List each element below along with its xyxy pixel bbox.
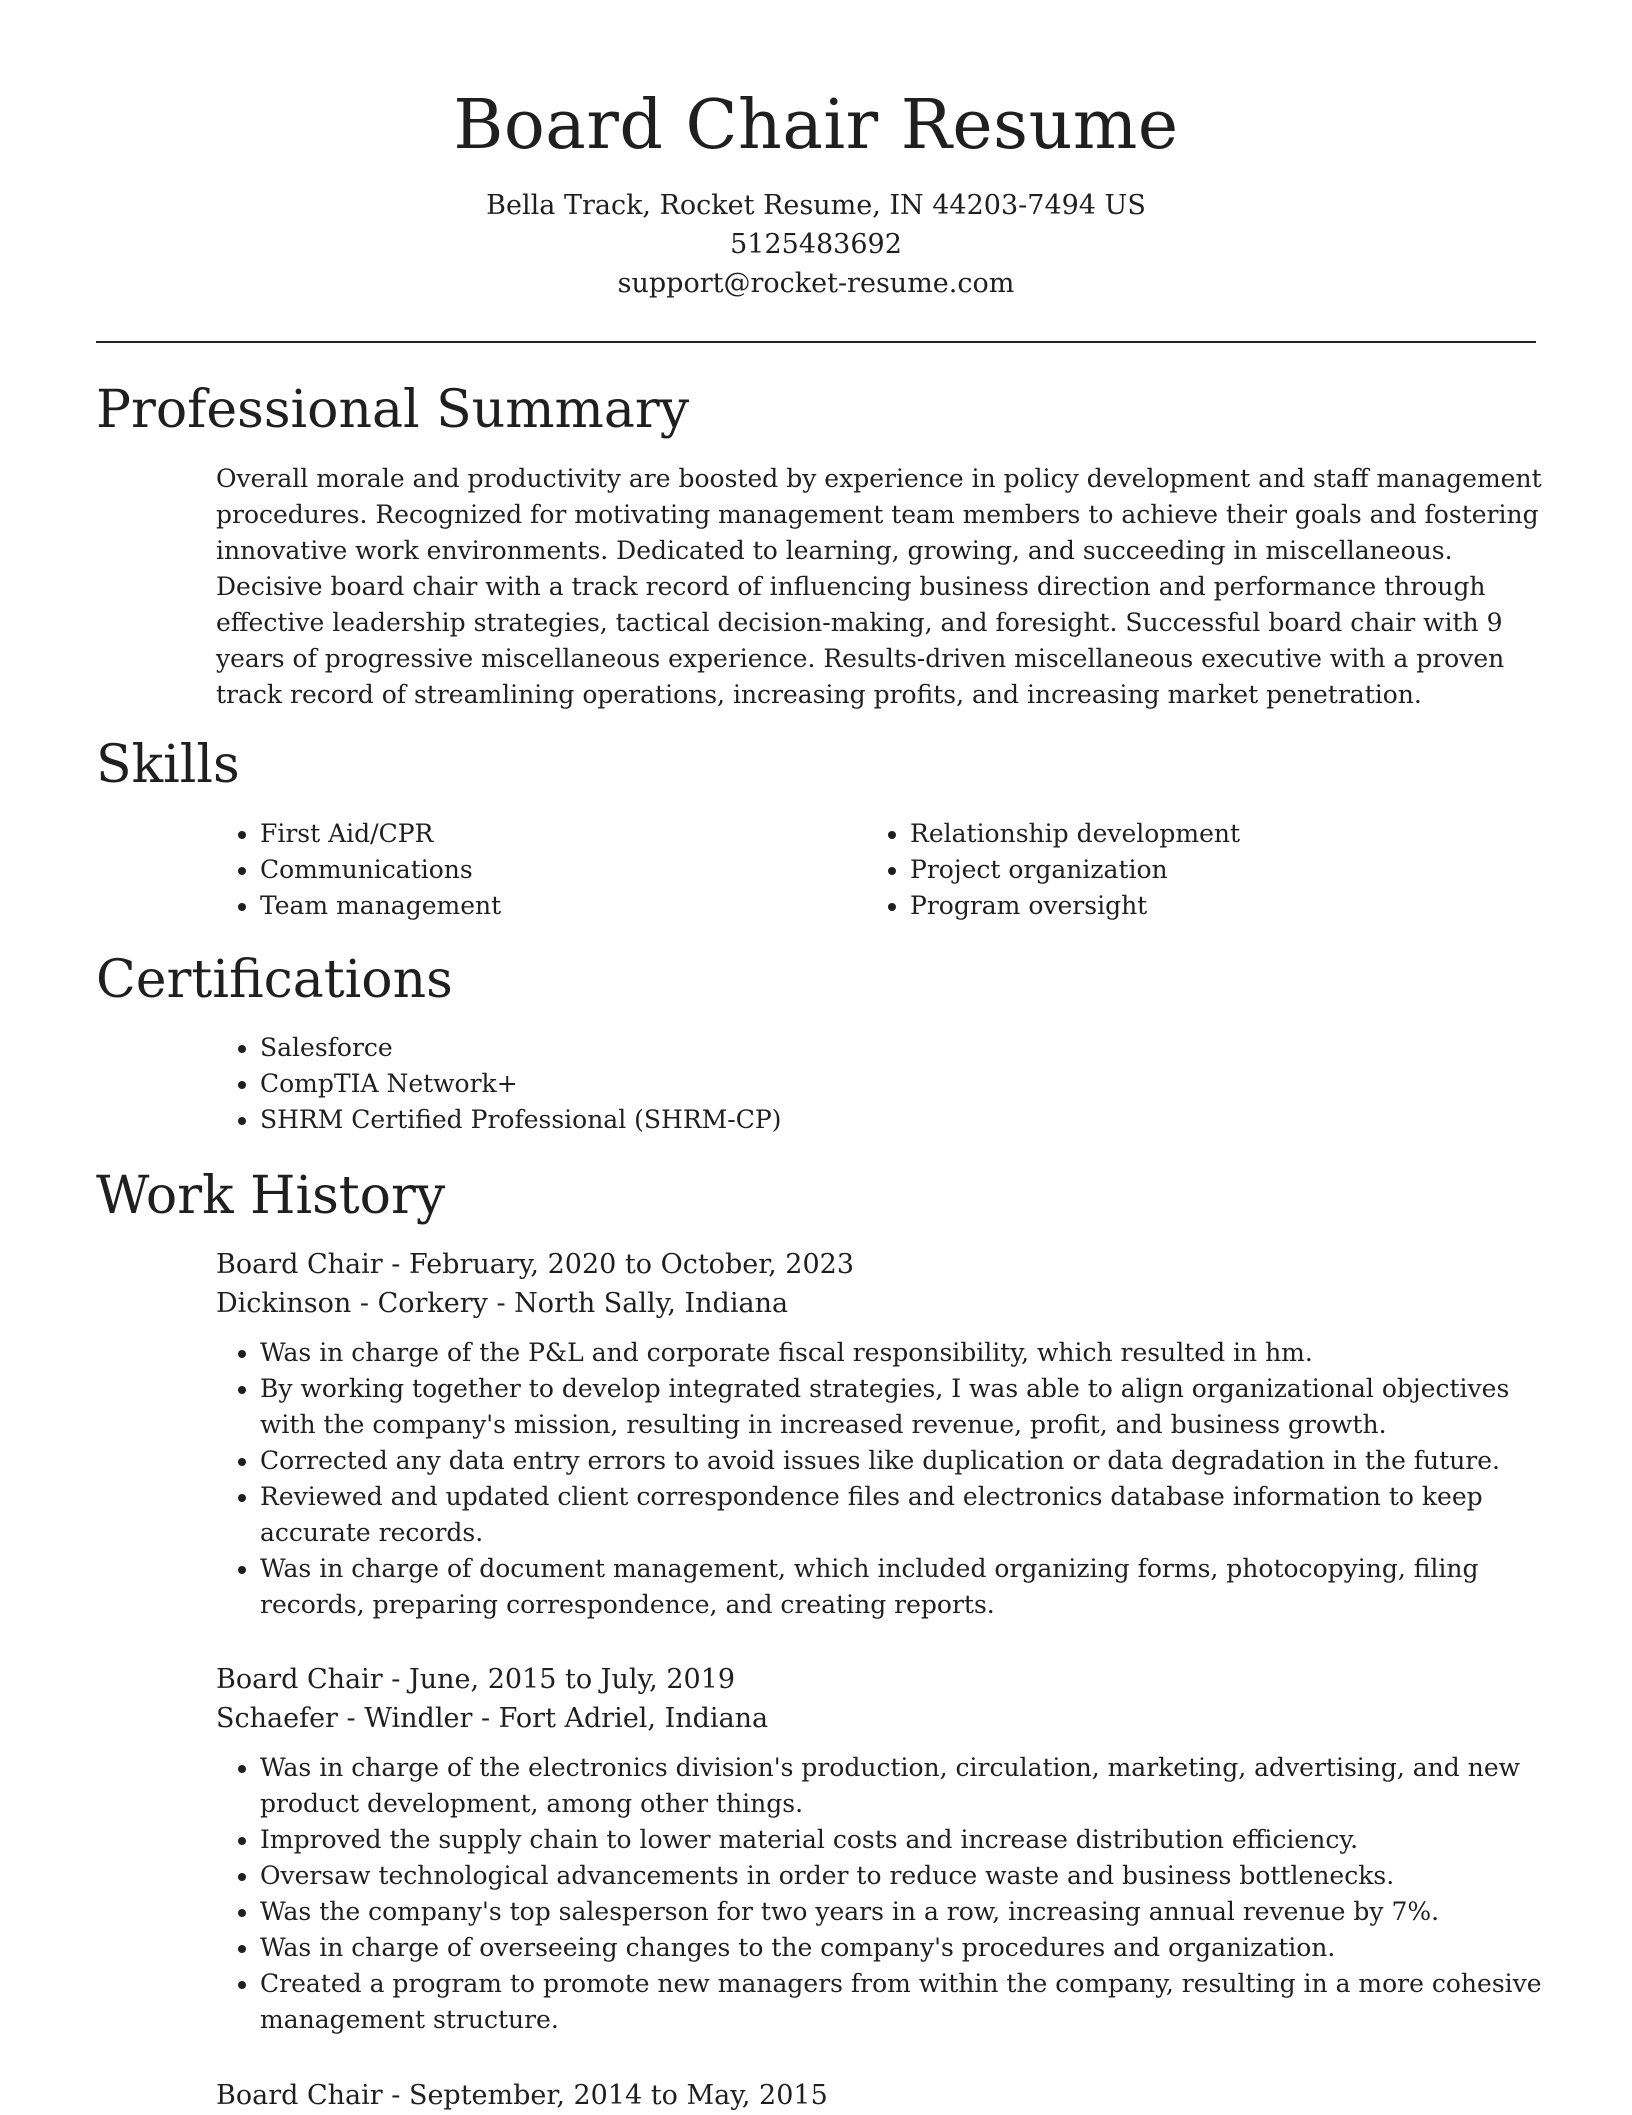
- job-bullet: • By working together to develop integrated strategies, I was able to align organizational objectives with the company's mission, resulting in increased revenue, profit, and business growth.: [260, 1371, 1546, 1443]
- certification-item: • Salesforce: [260, 1030, 781, 1066]
- job-bullets: [216, 1750, 1546, 2038]
- job-bullet: • Oversaw technological advancements in order to reduce waste and business bottlenecks.: [260, 1858, 1546, 1894]
- job-bullet: • Was in charge of overseeing changes to the company's procedures and organization.: [260, 1930, 1546, 1966]
- job-bullet: • Was the company's top salesperson for two years in a row, increasing annual revenue by 7%.: [260, 1894, 1546, 1930]
- skill-item: • First Aid/CPR: [260, 816, 501, 852]
- job-title-line: Board Chair - June, 2015 to July, 2019: [216, 1664, 736, 1695]
- contact-phone: 5125483692: [730, 229, 902, 260]
- skill-item: • Program oversight: [910, 888, 1240, 924]
- job-title-line: Board Chair - September, 2014 to May, 2015: [216, 2080, 828, 2111]
- skills-list-right: [866, 816, 1240, 924]
- job-entry: [216, 1660, 1546, 2038]
- certification-item: • SHRM Certified Professional (SHRM-CP): [260, 1102, 781, 1138]
- summary-text: Overall morale and productivity are boosted by experience in policy development and staff management procedures. Recognized for motivating management team members to achieve their goals and fostering innovative work environments. Dedicated to learning, growing, and succeeding in miscellaneous. Decisive board chair with a track record of influencing business direction and performance through effective leadership strategies, tactical decision-making, and foresight. Successful board chair with 9 years of progressive miscellaneous experience. Results-driven miscellaneous executive with a proven track record of streamlining operations, increasing profits, and increasing market penetration.: [216, 464, 1542, 709]
- job-bullets: [216, 1335, 1546, 1623]
- job-employer-line: Dickinson - Corkery - North Sally, Indiana: [216, 1288, 789, 1319]
- skill-item: • Communications: [260, 852, 501, 888]
- contact-address: Bella Track, Rocket Resume, IN 44203-7494 US: [486, 190, 1146, 221]
- job-bullet: • Reviewed and updated client correspondence files and electronics database information to keep accurate records.: [260, 1479, 1546, 1551]
- certification-item: • CompTIA Network+: [260, 1066, 781, 1102]
- job-bullet: • Created a program to promote new managers from within the company, resulting in a more cohesive management structure.: [260, 1966, 1546, 2038]
- job-entry: [216, 1245, 1546, 1623]
- contact-email: support@rocket-resume.com: [617, 268, 1015, 299]
- section-title-summary: Professional Summary: [96, 380, 690, 440]
- skill-item: • Relationship development: [910, 816, 1240, 852]
- job-bullet: • Corrected any data entry errors to avoid issues like duplication or data degradation in the future.: [260, 1443, 1546, 1479]
- header-divider: [96, 341, 1536, 343]
- resume-header: [0, 0, 1632, 303]
- job-bullet: • Was in charge of document management, which included organizing forms, photocopying, filing records, preparing correspondence, and creating reports.: [260, 1551, 1546, 1623]
- skill-item: • Project organization: [910, 852, 1240, 888]
- job-entry: [216, 2076, 1546, 2115]
- section-title-work-history: Work History: [96, 1166, 446, 1226]
- section-title-certifications: Certifications: [96, 950, 453, 1010]
- job-bullet: • Was in charge of the P&L and corporate fiscal responsibility, which resulted in hm.: [260, 1335, 1546, 1371]
- job-bullet: • Was in charge of the electronics division's production, circulation, marketing, advertising, and new product development, among other things.: [260, 1750, 1546, 1822]
- skills-list-left: [216, 816, 501, 924]
- certifications-list: [216, 1030, 781, 1138]
- job-title-line: Board Chair - February, 2020 to October, 2023: [216, 1249, 855, 1280]
- resume-title: Board Chair Resume: [453, 86, 1179, 165]
- section-title-skills: Skills: [96, 735, 240, 795]
- skill-item: • Team management: [260, 888, 501, 924]
- job-employer-line: Schaefer - Windler - Fort Adriel, Indiana: [216, 1703, 769, 1734]
- job-bullet: • Improved the supply chain to lower material costs and increase distribution efficiency.: [260, 1822, 1546, 1858]
